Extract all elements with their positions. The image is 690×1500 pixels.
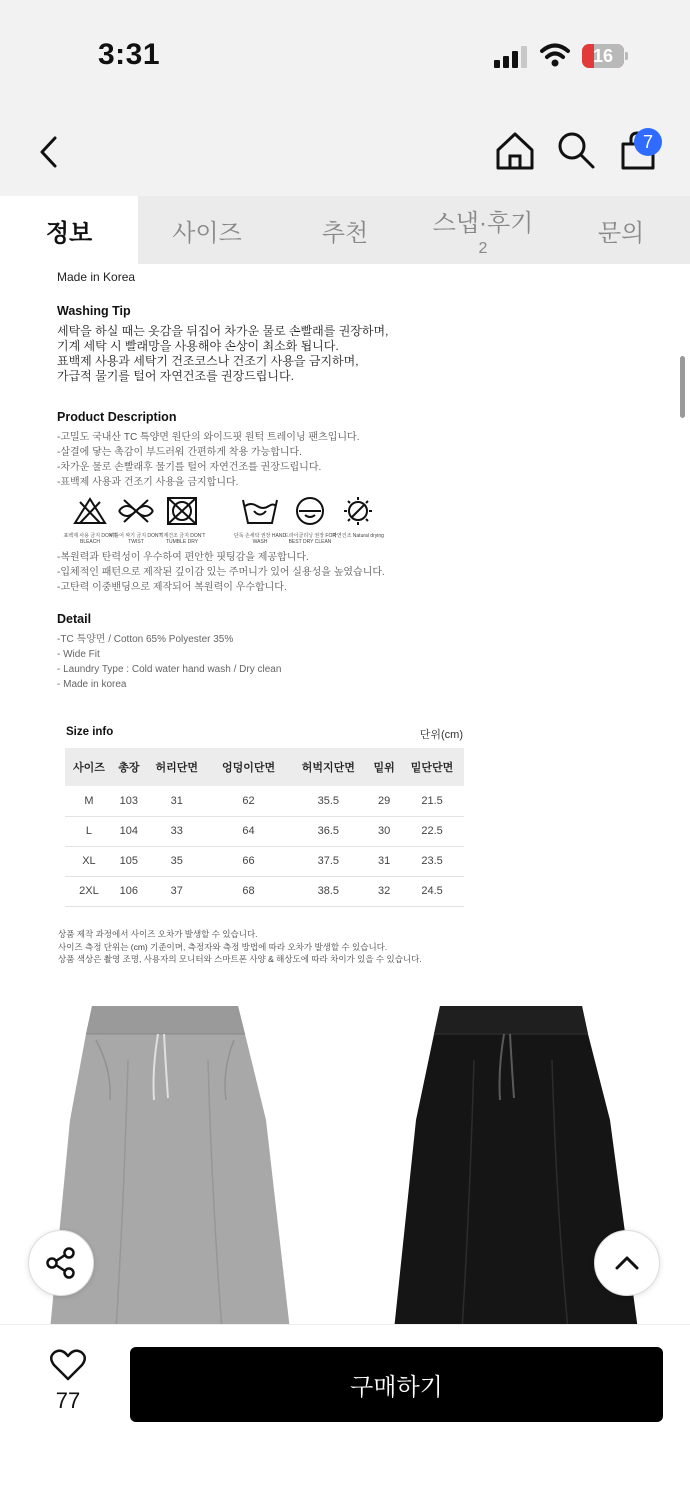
table-cell: 38.5 bbox=[288, 876, 368, 906]
table-cell: 64 bbox=[209, 816, 289, 846]
tab-label: 정보 bbox=[45, 219, 93, 247]
care-caption: 자연건조 Natural drying bbox=[332, 533, 384, 539]
size-table bbox=[65, 748, 464, 907]
back-arrow-icon[interactable] bbox=[30, 132, 70, 172]
description-line: -입체적인 패턴으로 제작된 깊이감 있는 주머니가 있어 실용성을 높였습니다. bbox=[57, 567, 385, 578]
care-caption: 비틀어 짜기 금지 DON'T TWIST bbox=[109, 533, 163, 545]
tab-inquiry[interactable] bbox=[552, 196, 690, 264]
table-row bbox=[65, 846, 464, 876]
product-description-more bbox=[57, 550, 385, 595]
table-cell: M bbox=[65, 786, 113, 816]
table-row bbox=[65, 876, 464, 906]
description-title: Product Description bbox=[57, 410, 177, 424]
review-count: 2 bbox=[478, 239, 488, 257]
column-header: 허벅지단면 bbox=[288, 748, 368, 786]
table-cell: 2XL bbox=[65, 876, 113, 906]
column-header: 밑위 bbox=[368, 748, 400, 786]
description-line: -고탄력 이중밴딩으로 제작되어 복원력이 우수합니다. bbox=[57, 582, 287, 593]
chevron-up-icon bbox=[612, 1248, 642, 1278]
care-caption: 표백제 사용 금지 DON'T BLEACH bbox=[63, 533, 117, 545]
washing-line: 가급적 물기를 털어 자연건조를 권장드립니다. bbox=[57, 369, 294, 383]
description-line: -복원력과 탄력성이 우수하여 편안한 핏팅감을 제공합니다. bbox=[57, 552, 309, 563]
table-cell: 31 bbox=[145, 786, 209, 816]
no-tumble-dry-icon bbox=[152, 496, 212, 545]
detail-line: - Wide Fit bbox=[57, 649, 100, 660]
size-notes bbox=[58, 928, 422, 966]
column-header: 사이즈 bbox=[65, 748, 113, 786]
tab-size[interactable] bbox=[138, 196, 276, 264]
washing-tip-section bbox=[57, 304, 388, 384]
tab-info[interactable] bbox=[0, 196, 138, 264]
scrollbar[interactable] bbox=[680, 356, 685, 418]
table-cell: 106 bbox=[113, 876, 145, 906]
wifi-icon bbox=[540, 42, 570, 68]
table-cell: 30 bbox=[368, 816, 400, 846]
table-cell: XL bbox=[65, 846, 113, 876]
cart-count-badge: 7 bbox=[634, 128, 662, 156]
table-row bbox=[65, 786, 464, 816]
tab-label: 추천 bbox=[321, 219, 369, 247]
washing-line: 세탁을 하실 때는 옷감을 뒤집어 차가운 물로 손빨래를 권장하며, bbox=[57, 324, 389, 338]
care-caption: 드라이클리닝 권장 FOR BEST DRY CLEAN bbox=[284, 533, 336, 545]
table-cell: 66 bbox=[209, 846, 289, 876]
heart-icon bbox=[50, 1349, 86, 1381]
table-cell: 35 bbox=[145, 846, 209, 876]
table-cell: 68 bbox=[209, 876, 289, 906]
product-description-section bbox=[57, 410, 360, 490]
column-header: 총장 bbox=[113, 748, 145, 786]
table-cell: L bbox=[65, 816, 113, 846]
table-cell: 37.5 bbox=[288, 846, 368, 876]
like-button[interactable] bbox=[30, 1349, 106, 1414]
table-cell: 22.5 bbox=[400, 816, 464, 846]
buy-button[interactable]: 구매하기 bbox=[130, 1347, 663, 1422]
table-cell: 29 bbox=[368, 786, 400, 816]
cellular-signal-icon bbox=[494, 46, 528, 68]
note-line: 상품 제작 과정에서 사이즈 오차가 발생할 수 있습니다. bbox=[58, 929, 258, 939]
washing-line: 기계 세탁 시 빨래망을 사용해야 손상이 최소화 됩니다. bbox=[57, 339, 339, 353]
product-tabs bbox=[0, 196, 690, 264]
washing-tip-title: Washing Tip bbox=[57, 304, 131, 318]
battery-icon bbox=[582, 44, 628, 68]
column-header: 엉덩이단면 bbox=[209, 748, 289, 786]
detail-section bbox=[57, 612, 281, 692]
table-cell: 33 bbox=[145, 816, 209, 846]
size-info-title: Size info bbox=[66, 726, 114, 738]
bottom-action-bar bbox=[0, 1324, 690, 1500]
table-cell: 21.5 bbox=[400, 786, 464, 816]
status-bar bbox=[0, 0, 690, 110]
column-header: 밑단단면 bbox=[400, 748, 464, 786]
note-line: 사이즈 측정 단위는 (cm) 기준이며, 측정자와 측정 방법에 따라 오차가 발생할 수 있습니다. bbox=[58, 941, 388, 952]
natural-drying-icon bbox=[328, 496, 388, 539]
table-cell: 23.5 bbox=[400, 846, 464, 876]
share-icon bbox=[44, 1246, 78, 1280]
search-icon[interactable] bbox=[556, 130, 596, 170]
detail-title: Detail bbox=[57, 612, 92, 626]
origin-text: Made in Korea bbox=[57, 270, 136, 284]
table-cell: 36.5 bbox=[288, 816, 368, 846]
care-caption: 기계건조 금지 DON'T TUMBLE DRY bbox=[158, 533, 206, 545]
battery-level: 16 bbox=[592, 46, 614, 66]
description-line: -고밀도 국내산 TC 특양면 원단의 와이드핏 원턱 트레이닝 팬츠입니다. bbox=[57, 432, 360, 443]
like-count: 77 bbox=[55, 1388, 81, 1413]
care-label-icons bbox=[60, 496, 390, 546]
table-cell: 104 bbox=[113, 816, 145, 846]
table-cell: 37 bbox=[145, 876, 209, 906]
home-icon[interactable] bbox=[494, 130, 536, 172]
table-row bbox=[65, 816, 464, 846]
table-cell: 24.5 bbox=[400, 876, 464, 906]
table-cell: 62 bbox=[209, 786, 289, 816]
tab-label: 스냅·후기 bbox=[432, 209, 534, 237]
size-table-header bbox=[65, 748, 464, 786]
top-nav-bar bbox=[0, 110, 690, 196]
table-cell: 35.5 bbox=[288, 786, 368, 816]
description-line: -살결에 닿는 촉감이 부드러워 간편하게 착용 가능합니다. bbox=[57, 447, 302, 458]
detail-line: -TC 특양면 / Cotton 65% Polyester 35% bbox=[57, 634, 234, 645]
status-time: 3:31 bbox=[98, 38, 161, 71]
washing-line: 표백제 사용과 세탁기 건조코스나 건조기 사용을 금지하며, bbox=[57, 354, 359, 368]
note-line: 상품 색상은 촬영 조명, 사용자의 모니터와 스마트폰 사양 & 해상도에 따라 차이가 있을 수 있습니다. bbox=[58, 954, 422, 964]
care-caption: 단독 손세탁 권장 HAND WASH bbox=[233, 533, 287, 545]
column-header: 허리단면 bbox=[145, 748, 209, 786]
product-detail-content bbox=[0, 264, 690, 1324]
tab-label: 사이즈 bbox=[172, 219, 242, 247]
tab-label: 문의 bbox=[597, 219, 645, 247]
table-cell: 105 bbox=[113, 846, 145, 876]
description-line: -차가운 물로 손빨래후 물기를 털어 자연건조를 권장드립니다. bbox=[57, 462, 322, 473]
size-unit: 단위(cm) bbox=[419, 729, 463, 741]
table-cell: 103 bbox=[113, 786, 145, 816]
description-line: -표백제 사용과 건조기 사용을 금지합니다. bbox=[57, 477, 239, 488]
detail-line: - Laundry Type : Cold water hand wash / Dry clean bbox=[57, 664, 282, 675]
share-button[interactable] bbox=[28, 1230, 94, 1296]
scroll-to-top-button[interactable] bbox=[594, 1230, 660, 1296]
tab-recommend[interactable] bbox=[276, 196, 414, 264]
table-cell: 32 bbox=[368, 876, 400, 906]
tab-reviews[interactable] bbox=[414, 196, 552, 264]
table-cell: 31 bbox=[368, 846, 400, 876]
detail-line: - Made in korea bbox=[57, 679, 127, 690]
